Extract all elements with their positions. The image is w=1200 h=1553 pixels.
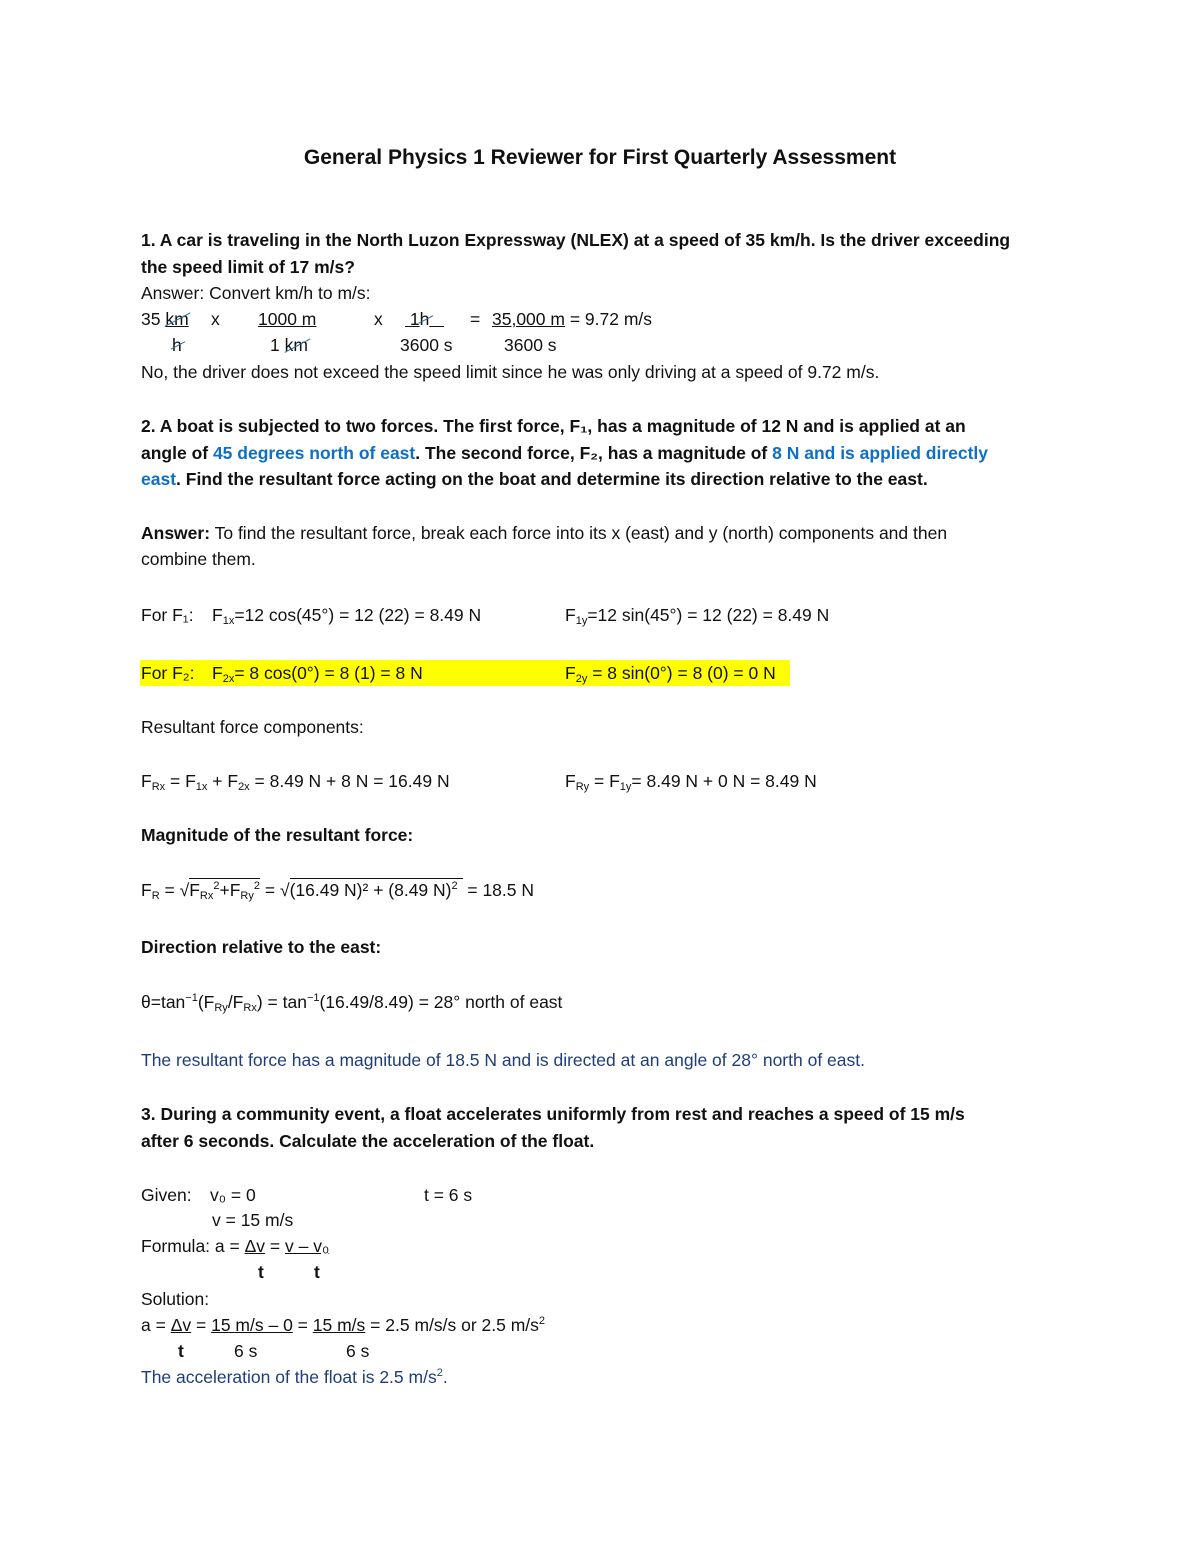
direction-equation: $\theta=\tan^{-1}(F_{Ry}/F_{Rx}) = \tan^{-1}(16.49/8.49) = 28^\circ$ north of east xyxy=(141,992,563,1014)
term3-denominator: 3600 s xyxy=(400,335,453,355)
magnitude-equation: $F_R = √F_{Rx}^2+F_{Ry}^2 = √(16.49$ N)² + (8.49 N)$^2$ = 18.5 N xyxy=(141,880,535,902)
given-v: v = 15 m/s xyxy=(212,1210,294,1230)
given-label: Given: xyxy=(141,1185,192,1205)
term3-num-unit-cancelled: h xyxy=(419,309,430,329)
given-v0: v₀ = 0 xyxy=(210,1185,256,1205)
magnitude-result: = 18.5 N xyxy=(462,880,535,900)
q1-conclusion: No, the driver does not exceed the speed limit since he was only driving at a speed of 9.72 m/s. xyxy=(141,362,880,382)
formula-line: Formula: a = Δv = v – v₀ xyxy=(141,1236,330,1256)
formula-den-2: t xyxy=(314,1262,320,1282)
f2-components-label: For F₂: xyxy=(141,663,195,683)
f2y-equation: $F_{2y} = 8$ sin(0°) = 8 (0) = 0 N xyxy=(565,663,776,685)
q1-question-line1: 1. A car is traveling in the North Luzon Expressway (NLEX) at a speed of 35 km/h. Is the driver exceeding xyxy=(141,230,1011,250)
highlight-f2-description: 8 N and is applied directly xyxy=(772,443,989,463)
q1-answer-intro: Answer: Convert km/h to m/s: xyxy=(141,283,371,303)
term1-denominator-cancelled: h xyxy=(172,335,182,355)
f1-components-label: For F₁: xyxy=(141,605,194,625)
given-t: t = 6 s xyxy=(424,1185,473,1205)
solution-label: Solution: xyxy=(141,1289,210,1309)
term1-value: 35 xyxy=(141,309,161,329)
q2-answer-intro-cont: combine them. xyxy=(141,549,256,569)
f1x-equation: $F_{1x}=12$ cos(45°) = 12 (22) = 8.49 N xyxy=(212,605,482,627)
direction-heading: Direction relative to the east: xyxy=(141,937,382,957)
formula-delta-v: Δv xyxy=(244,1236,266,1256)
q2-question-line1: 2. A boat is subjected to two forces. The first force, F₁, has a magnitude of 12 N and is applied at an xyxy=(141,416,966,436)
magnitude-heading: Magnitude of the resultant force: xyxy=(141,825,414,845)
times-sign-2: x xyxy=(374,309,383,329)
solution-den-2: 6 s xyxy=(234,1341,258,1361)
term3-num-value: 1 xyxy=(409,309,420,329)
term4-denominator: 3600 s xyxy=(504,335,557,355)
q3-question-line1: 3. During a community event, a float accelerates uniformly from rest and reaches a speed of 15 m/s xyxy=(141,1104,965,1124)
term2-numerator: 1000 m xyxy=(258,309,317,329)
solution-den-1: t xyxy=(178,1341,184,1361)
q2-question-line2: angle of 45 degrees north of east. The second force, F₂, has a magnitude of 8 N and is applied directly xyxy=(141,443,989,463)
f1y-equation: $F_{1y}=12$ sin(45°) = 12 (22) = 8.49 N xyxy=(565,605,830,627)
fry-equation: $F_{Ry} = F_{1y}= 8.49$ N + 0 N = 8.49 N xyxy=(565,771,817,793)
solution-den-3: 6 s xyxy=(346,1341,370,1361)
q3-final-answer: The acceleration of the float is 2.5 $m/s^2$. xyxy=(141,1367,448,1387)
term2-den-value: 1 xyxy=(270,335,280,355)
conversion-result: = 9.72 m/s xyxy=(569,309,653,329)
q3-question-line2: after 6 seconds. Calculate the acceleration of the float. xyxy=(141,1131,595,1151)
term4-numerator: 35,000 m xyxy=(492,309,565,329)
page-title: General Physics 1 Reviewer for First Quarterly Assessment xyxy=(303,146,897,169)
highlight-f1-direction: 45 degrees north of east xyxy=(212,443,416,463)
term1-unit-cancelled: km xyxy=(165,309,189,329)
q1-question-line2: the speed limit of 17 m/s? xyxy=(141,257,355,277)
f2x-equation: $F_{2x}= 8$ cos(0°) = 8 (1) = 8 N xyxy=(212,663,423,685)
formula-den-1: t xyxy=(258,1262,264,1282)
formula-v-minus-v0: v – v₀ xyxy=(285,1236,330,1256)
frx-equation: $F_{Rx} = F_{1x} + F_{2x} = 8.49$ N + 8 N = 16.49 N xyxy=(141,771,450,793)
q2-question-line3: east. Find the resultant force acting on the boat and determine its direction relative to the east. xyxy=(141,469,928,489)
q2-answer-intro: Answer: To find the resultant force, break each force into its x (east) and y (north) components and then xyxy=(141,523,948,543)
times-sign-1: x xyxy=(211,309,220,329)
answer-label: Answer: xyxy=(141,523,211,543)
q2-final-answer: The resultant force has a magnitude of 18.5 N and is directed at an angle of 28° north of east. xyxy=(141,1050,865,1070)
components-heading: Resultant force components: xyxy=(141,717,364,737)
term2-den-unit-cancelled: km xyxy=(284,335,308,355)
solution-equation: a = Δv = 15 m/s – 0 = 15 m/s = 2.5 m/s/s or 2.5 $m/s^2$ xyxy=(141,1315,546,1335)
equals-sign: = xyxy=(470,309,481,329)
